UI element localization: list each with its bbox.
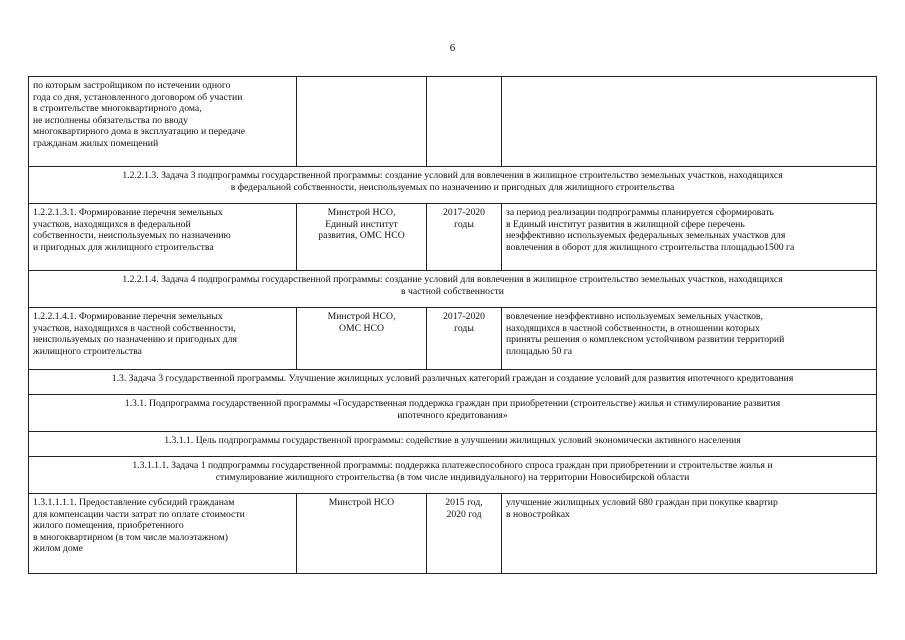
table-cell-result: вовлечение неэффективно используемых земельных участков, находящихся в частной собственности, в отношении которых приняты решения о комплексном устойчивом развитии территорий площадью 50 га — [502, 308, 877, 370]
section-heading-cell: 1.3.1. Подпрограмма государственной программы «Государственная поддержка граждан при приобретении (строительстве) жилья и стимулирование развития ипотечного кредитования» — [29, 395, 877, 432]
table-cell-result — [502, 77, 877, 167]
table-cell-executor: Минстрой НСО, Единый институт развития, ОМС НСО — [297, 204, 427, 271]
table-cell-period: 2017-2020 годы — [427, 308, 502, 370]
table-section-row — [29, 167, 877, 204]
table-cell-executor — [297, 77, 427, 167]
section-heading-cell: 1.2.2.1.3. Задача 3 подпрограммы государственной программы: создание условий для вовлечения в жилищное строительство земельных участков, находящихся в федеральной собственности, неиспользуемых по назначению и пригодных для жилищного строительства — [29, 167, 877, 204]
table-section-row — [29, 395, 877, 432]
table-cell-period — [427, 77, 502, 167]
table-row — [29, 77, 877, 167]
table-section-row — [29, 370, 877, 395]
program-table — [28, 76, 877, 574]
table-cell-period: 2015 год, 2020 год — [427, 494, 502, 574]
table-cell-executor: Минстрой НСО — [297, 494, 427, 574]
table-cell-period: 2017-2020 годы — [427, 204, 502, 271]
table-cell-action: 1.2.2.1.4.1. Формирование перечня земельных участков, находящихся в частной собственности, неиспользуемых по назначению и пригодных для жилищного строительства — [29, 308, 297, 370]
table-cell-executor: Минстрой НСО, ОМС НСО — [297, 308, 427, 370]
table-row — [29, 204, 877, 271]
table-section-row — [29, 457, 877, 494]
table-cell-action: 1.3.1.1.1.1. Предоставление субсидий гражданам для компенсации части затрат по оплате стоимости жилого помещения, приобретенного в многоквартирном (в том числе малоэтажном) жилом доме — [29, 494, 297, 574]
table-cell-result: за период реализации подпрограммы планируется сформировать в Единый институт развития в жилищной сфере перечень неэффективно используемых федеральных земельных участков для вовлечения в оборот для жилищного строительства площадью1500 га — [502, 204, 877, 271]
section-heading-cell: 1.3.1.1. Цель подпрограммы государственной программы: содействие в улучшении жилищных условий экономически активного населения — [29, 432, 877, 457]
page-number: 6 — [449, 42, 456, 54]
table-section-row — [29, 432, 877, 457]
table-cell-action: по которым застройщиком по истечении одного года со дня, установленного договором об участии в строительстве многоквартирного дома, не исполнены обязательства по вводу многоквартирного дома в эксплуатацию и передаче гражданам жилых помещений — [29, 77, 297, 167]
table-row — [29, 308, 877, 370]
section-heading-cell: 1.2.2.1.4. Задача 4 подпрограммы государственной программы: создание условий для вовлечения в жилищное строительство земельных участков, находящихся в частной собственности — [29, 271, 877, 308]
table-cell-result: улучшение жилищных условий 680 граждан при покупке квартир в новостройках — [502, 494, 877, 574]
table-cell-action: 1.2.2.1.3.1. Формирование перечня земельных участков, находящихся в федеральной собственности, неиспользуемых по назначению и пригодных для жилищного строительства — [29, 204, 297, 271]
section-heading-cell: 1.3.1.1.1. Задача 1 подпрограммы государственной программы: поддержка платежеспособного спроса граждан при приобретении и строительстве жилья и стимулирование жилищного строительства (в том числе индивидуального) на территории Новосибирской области — [29, 457, 877, 494]
table-section-row — [29, 271, 877, 308]
table-row — [29, 494, 877, 574]
section-heading-cell: 1.3. Задача 3 государственной программы. Улучшение жилищных условий различных категорий граждан и создание условий для развития ипотечного кредитования — [29, 370, 877, 395]
